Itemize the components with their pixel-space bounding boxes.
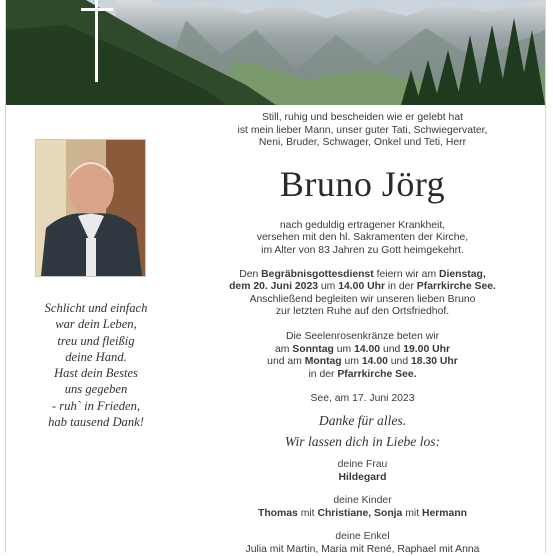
mountain-banner-image: [6, 0, 545, 105]
funeral-line: dem 20. Juni 2023 um 14.00 Uhr in der Pfarrkirche See.: [229, 281, 496, 293]
farewell-text: Wir lassen dich in Liebe los:: [284, 433, 441, 449]
illness-line: im Alter von 83 Jahren zu Gott heimgekehrt.: [261, 244, 464, 256]
poem-line: Schlicht und einfach: [44, 301, 148, 315]
poem-line: treu und fleißig: [57, 333, 135, 348]
thanks-text: Danke für alles.: [318, 412, 407, 428]
rosary-line: Die Seelenrosenkränze beten wir: [285, 330, 440, 342]
rosary-line: am Sonntag um 14.00 und 19.00 Uhr: [274, 343, 451, 355]
intro-line: Neni, Bruder, Schwager, Onkel und Teti, Herr: [258, 137, 467, 149]
illness-line: versehen mit den hl. Sakramenten der Kirche,: [256, 232, 469, 244]
funeral-line: Anschließend begleiten wir unseren lieben Bruno: [249, 293, 476, 305]
deceased-name: Bruno Jörg: [279, 163, 446, 204]
intro-line: Still, ruhig und bescheiden wie er gelebt hat: [261, 112, 463, 123]
portrait-photo: [35, 139, 146, 277]
funeral-line: Den Begräbnisgottesdienst feiern wir am Dienstag,: [239, 268, 486, 280]
wife-label: deine Frau: [337, 458, 388, 470]
children-names: Thomas mit Christiane, Sonja mit Hermann: [257, 507, 468, 519]
poem: [20, 300, 172, 430]
wife-name: Hildegard: [338, 471, 387, 483]
poem-line: Hast dein Bestes: [54, 366, 138, 381]
illness-line: nach geduldig ertragener Krankheit,: [279, 219, 446, 231]
grandchildren-names: Julia mit Martin, Maria mit René, Raphael mit Anna: [245, 543, 480, 555]
rosary-line: in der Pfarrkirche See.: [308, 368, 417, 380]
intro-line: ist mein lieber Mann, unser guter Tati, Schwiegervater,: [237, 124, 488, 136]
poem-line: war dein Leben,: [55, 317, 137, 332]
poem-line: hab tausend Dank!: [48, 415, 144, 430]
rosary-line: und am Montag um 14.00 und 18.30 Uhr: [267, 356, 458, 368]
obituary-text: [190, 112, 535, 556]
poem-line: deine Hand.: [65, 349, 127, 364]
poem-line: uns gegeben: [64, 382, 128, 397]
children-label: deine Kinder: [333, 495, 392, 507]
place-date: See, am 17. Juni 2023: [310, 393, 415, 405]
grandchildren-label: deine Enkel: [335, 531, 390, 543]
poem-line: - ruh` in Frieden,: [51, 398, 141, 413]
funeral-line: zur letzten Ruhe auf den Ortsfriedhof.: [275, 306, 450, 318]
